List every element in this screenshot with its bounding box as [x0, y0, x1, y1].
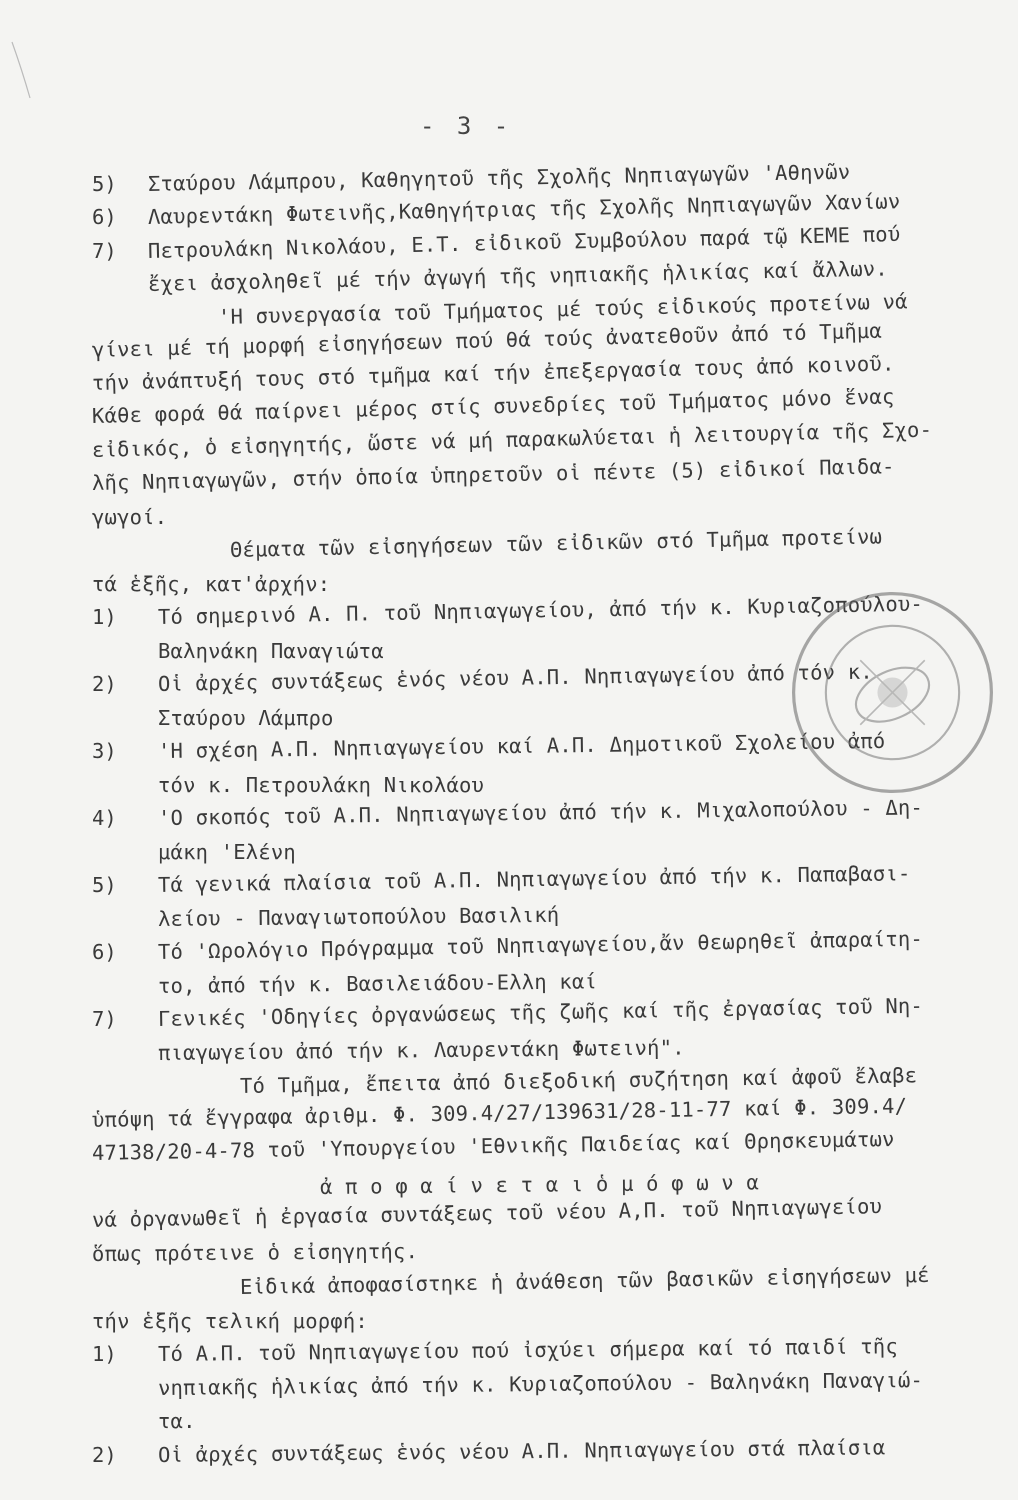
topic-line: Τά γενικά πλαίσια τοῦ Α.Π. Νηπιαγωγείου ἀπό τήν κ. Παπαβασι-: [157, 861, 911, 897]
final-item-line: Τό Α.Π. τοῦ Νηπιαγωγείου πού ἰσχύει σήμερα καί τό παιδί τῆς: [157, 1334, 899, 1366]
topic-line: Γενικές 'Οδηγίες ὀργανώσεως τῆς ζωῆς καί τῆς ἐργασίας τοῦ Νη-: [157, 993, 924, 1031]
paragraph-line: Κάθε φορά θά παίρνει μέρος στίς συνεδρίες τοῦ Τμήματος μόνο ἕνας: [91, 384, 895, 428]
member-number: 6): [92, 205, 117, 229]
decision-line: νά ὀργανωθεῖ ἡ ἐργασία συντάξεως τοῦ νέου Α,Π. τοῦ Νηπιαγωγείου: [91, 1194, 883, 1232]
decision-line: 47138/20-4-78 τοῦ 'Υπουργείου 'Εθνικῆς Παιδείας καί Θρησκευμάτων: [91, 1126, 895, 1165]
topic-line: Οἱ ἀρχές συντάξεως ἑνός νέου Α.Π. Νηπιαγωγείου ἀπό τόν κ.: [157, 659, 874, 696]
paragraph-line: Θέματα τῶν εἰσηγήσεων τῶν εἰδικῶν στό Τμῆμα προτείνω: [229, 524, 883, 562]
topic-number: 4): [92, 806, 117, 830]
topic-line: λείου - Παναγιωτοπούλου Βασιλική: [157, 902, 560, 931]
decision-line: ὑπόψη τά ἔγγραφα ἀριθμ. Φ. 309.4/27/139631/28-11-77 καί Φ. 309.4/: [91, 1093, 908, 1132]
topic-line: 'Η σχέση Α.Π. Νηπιαγωγείου καί Α.Π. Δημοτικοῦ Σχολείου ἀπό: [157, 728, 886, 763]
topic-line: πιαγωγείου ἀπό τήν κ. Λαυρεντάκη Φωτεινή".: [157, 1035, 685, 1065]
decision-line: ὅπως πρότεινε ὁ εἰσηγητής.: [91, 1239, 419, 1266]
topic-number: 5): [92, 873, 117, 897]
member-number: 7): [92, 239, 117, 263]
topic-line: Βαληνάκη Παναγιώτα: [158, 639, 384, 663]
topic-number: 1): [92, 605, 117, 629]
paragraph-line: τήν ἀνάπτυξή τους στό τμῆμα καί τήν ἐπεξεργασία τους ἀπό κοινοῦ.: [91, 351, 895, 395]
topic-number: 2): [92, 672, 117, 696]
paragraph-line: 'Η συνεργασία τοῦ Τμήματος μέ τούς εἰδικούς προτείνω νά: [217, 289, 908, 329]
margin-scratch-mark: [8, 40, 38, 100]
topic-line: Τό σημερινό Α. Π. τοῦ Νηπιαγωγείου, ἀπό τήν κ. Κυριαζοπούλου-: [157, 591, 924, 629]
verdict-line: ἀ π ο φ α ί ν ε τ α ι ὁ μ ό φ ω ν α: [319, 1170, 760, 1199]
member-line: ἔχει ἀσχοληθεῖ μέ τήν ἀγωγή τῆς νηπιακῆς ἡλικίας καί ἄλλων.: [147, 256, 889, 296]
topic-line: μάκη 'Ελένη: [158, 840, 296, 864]
official-seal-stamp: [785, 585, 1000, 800]
member-line: Πετρουλάκη Νικολάου, Ε.Τ. εἰδικοῦ Συμβούλου παρά τῷ ΚΕΜΕ πού: [147, 221, 901, 263]
page-number: - 3 -: [420, 112, 513, 140]
paragraph-line: γίνει μέ τή μορφή εἰσηγήσεων πού θά τούς ἀνατεθοῦν ἀπό τό Τμῆμα: [91, 318, 883, 362]
member-line: Σταύρου Λάμπρου, Καθηγητοῦ τῆς Σχολῆς Νηπιαγωγῶν 'Αθηνῶν: [147, 159, 851, 196]
decision-line: Τό Τμῆμα, ἔπειτα ἀπό διεξοδική συζήτηση καί ἀφοῦ ἔλαβε: [239, 1063, 918, 1098]
topic-line: το, ἀπό τήν κ. Βασιλειάδου-Ελλη καί: [157, 969, 598, 998]
topic-line: τόν κ. Πετρουλάκη Νικολάου: [158, 773, 485, 797]
member-line: Λαυρεντάκη Φωτεινῆς,Καθηγήτριας τῆς Σχολῆς Νηπιαγωγῶν Χανίων: [147, 189, 901, 229]
topic-number: 6): [92, 940, 117, 964]
paragraph-line: τά ἑξῆς, κατ'ἀρχήν:: [92, 572, 331, 596]
decision-line: Εἰδικά ἀποφασίστηκε ἡ ἀνάθεση τῶν βασικῶν εἰσηγήσεων μέ: [239, 1262, 930, 1299]
topic-line: Τό 'Ωρολόγιο Πρόγραμμα τοῦ Νηπιαγωγείου,ἄν θεωρηθεῖ ἀπαραίτη-: [157, 926, 924, 964]
topic-number: 3): [92, 739, 117, 763]
final-item-line: νηπιακῆς ἡλικίας ἀπό τήν κ. Κυριαζοπούλου - Βαληνάκη Παναγιώ-: [157, 1367, 924, 1400]
final-item-line: τα.: [158, 1409, 196, 1433]
final-item-number: 1): [92, 1342, 117, 1366]
topic-number: 7): [92, 1007, 117, 1031]
paragraph-line: εἰδικός, ὁ εἰσηγητής, ὥστε νά μή παρακωλύεται ἡ λειτουργία τῆς Σχο-: [91, 417, 933, 462]
topic-line: Σταύρου Λάμπρο: [158, 706, 334, 730]
topic-line: 'Ο σκοπός τοῦ Α.Π. Νηπιαγωγείου ἀπό τήν κ. Μιχαλοπούλου - Δη-: [157, 795, 924, 830]
paragraph-line: γωγοί.: [92, 505, 168, 529]
final-item-line: Οἱ ἀρχές συντάξεως ἑνός νέου Α.Π. Νηπιαγωγείου στά πλαίσια: [157, 1435, 886, 1467]
member-number: 5): [92, 172, 117, 196]
decision-line: τήν ἑξῆς τελική μορφή:: [92, 1309, 368, 1333]
final-item-number: 2): [92, 1443, 117, 1467]
paragraph-line: λῆς Νηπιαγωγῶν, στήν ὁποία ὑπηρετοῦν οἱ πέντε (5) εἰδικοί Παιδα-: [91, 454, 895, 495]
